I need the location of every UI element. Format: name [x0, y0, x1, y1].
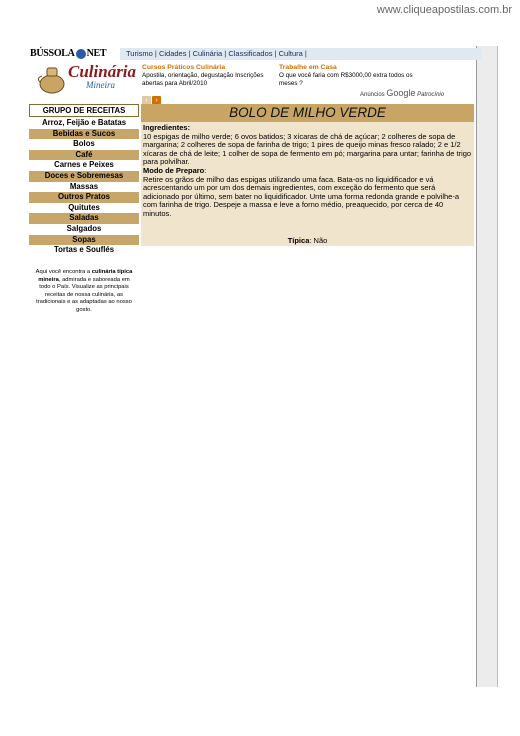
- sidebar-item-massas[interactable]: Massas: [29, 182, 139, 193]
- ad-title[interactable]: Cursos Práticos Culinária: [142, 64, 226, 71]
- tipica-value: Não: [313, 236, 328, 245]
- ad-text: O que você faria com R$3000,00 extra todos os meses ?: [279, 72, 413, 87]
- google-suffix: Patrocínio: [417, 92, 445, 98]
- sidebar-item-sopas[interactable]: Sopas: [29, 235, 139, 246]
- globe-icon: [76, 49, 86, 59]
- watermark: www.cliqueapostilas.com.br: [376, 4, 512, 16]
- nav-cidades[interactable]: Cidades: [158, 49, 187, 58]
- pot-icon: [38, 64, 66, 94]
- sidebar-header: GRUPO DE RECEITAS: [29, 104, 139, 117]
- sidebar-note: [32, 269, 136, 315]
- ingredients-text: 10 espigas de milho verde; 6 ovos batidos; 3 xícaras de chá de açúcar; 2 colheres de sopa de margarina; 2 colheres de sopa de farinha de trigo; 1 pires de queijo minas fresco ralado; 2 e 1/2 xícaras de chá de leite; 1 colher de sopa de fermento em pó; margarina para untar; farinha de trigo para polvilhar.: [143, 131, 472, 167]
- sidebar-item-carnes[interactable]: Carnes e Peixes: [29, 160, 139, 171]
- ad-text: Apostila, orientação, degustação Inscrições abertas para Abril/2010: [142, 72, 264, 87]
- tipica-line: Típica: Não: [287, 236, 328, 245]
- recipe-title: BOLO DE MILHO VERDE: [141, 104, 474, 122]
- nav-culinaria[interactable]: Culinária: [192, 49, 223, 58]
- logo[interactable]: [30, 48, 106, 59]
- sidebar-item-salgados[interactable]: Salgados: [29, 224, 139, 235]
- note-bold: culinária típica mineira: [38, 269, 133, 283]
- sidebar-item-bebidas[interactable]: Bebidas e Sucos: [29, 129, 139, 140]
- sidebar-item-bolos[interactable]: Bolos: [29, 139, 139, 150]
- nav-classificados[interactable]: Classificados: [228, 49, 273, 58]
- sidebar-item-outros[interactable]: Outros Pratos: [29, 192, 139, 203]
- scrollbar[interactable]: [476, 46, 498, 687]
- google-ads-label[interactable]: [360, 88, 444, 98]
- ad-title[interactable]: Trabalhe em Casa: [279, 64, 337, 71]
- ad-cursos[interactable]: [142, 64, 277, 88]
- sidebar-item-quitutes[interactable]: Quitutes: [29, 203, 139, 214]
- sidebar-item-saladas[interactable]: Saladas: [29, 213, 139, 224]
- recipe-body: Ingredientes: 10 espigas de milho verde; 6 ovos batidos; 3 xícaras de chá de açúcar; 2 colheres de sopa de margarina; 2 colheres de sopa de farinha de trigo; 1 pires de queijo minas fresco ralado; 2 e 1/2 xícaras de chá de leite; 1 colher de sopa de fermento em pó; margarina para untar; farinha de trigo para polvilhar. Modo de Preparo: Retire os grãos de milho das espigas utilizando uma faca. Bata-os no liquidificador e vá acrescentando um por um dos demais ingredientes, com exceção do fermento que será adicionado por último, sem bater no liquidificador. Unte uma forma redonda grande e polvilhe-a com farinha de trigo. Despeje a massa e leve a forno médio, preaquecido, por cerca de 40 minutos.: [143, 123, 472, 218]
- google-prefix: Anúncios: [360, 92, 385, 98]
- google-logo: Google: [386, 88, 416, 98]
- next-arrow-icon[interactable]: ›: [152, 96, 161, 105]
- method-label: Modo de Preparo: [143, 165, 205, 175]
- nav-turismo[interactable]: Turismo: [126, 49, 153, 58]
- top-nav: Turismo | Cidades | Culinária | Classificados | Cultura |: [120, 48, 481, 60]
- sidebar-item-arroz[interactable]: Arroz, Feijão e Batatas: [29, 118, 139, 129]
- ad-trabalhe[interactable]: [279, 64, 419, 88]
- tipica-label: Típica: [287, 236, 310, 245]
- note-text: , admirada e saboreada em todo o País. Visualize as principais receitas de nossa culinária, as tradicionais e as adaptadas ao nosso gosto.: [36, 276, 132, 313]
- prev-arrow-icon[interactable]: ‹: [142, 96, 151, 105]
- logo-culinaria: Culinária: [68, 62, 137, 81]
- note-text: Aqui você encontra a: [35, 269, 92, 275]
- method-text: Retire os grãos de milho das espigas utilizando uma faca. Bata-os no liquidificador e vá acrescentando um por um dos demais ingredientes, com exceção do fermento que será adicionado por último, sem bater no liquidificador. Unte uma forma redonda grande e polvilhe-a com farinha de trigo. Despeje a massa e leve a forno médio, preaquecido, por cerca de 40 minutos.: [143, 174, 460, 218]
- logo-mineira: Mineira: [86, 80, 115, 90]
- sidebar-item-tortas[interactable]: Tortas e Souflés: [29, 245, 139, 256]
- sidebar-item-cafe[interactable]: Café: [29, 150, 139, 161]
- logo-net: NET: [86, 48, 107, 59]
- ingredients-label: Ingredientes:: [143, 123, 191, 132]
- nav-cultura[interactable]: Cultura: [278, 49, 303, 58]
- logo-brand: BÚSSOLA: [30, 48, 75, 59]
- sidebar-item-doces[interactable]: Doces e Sobremesas: [29, 171, 139, 182]
- sidebar: [29, 104, 139, 256]
